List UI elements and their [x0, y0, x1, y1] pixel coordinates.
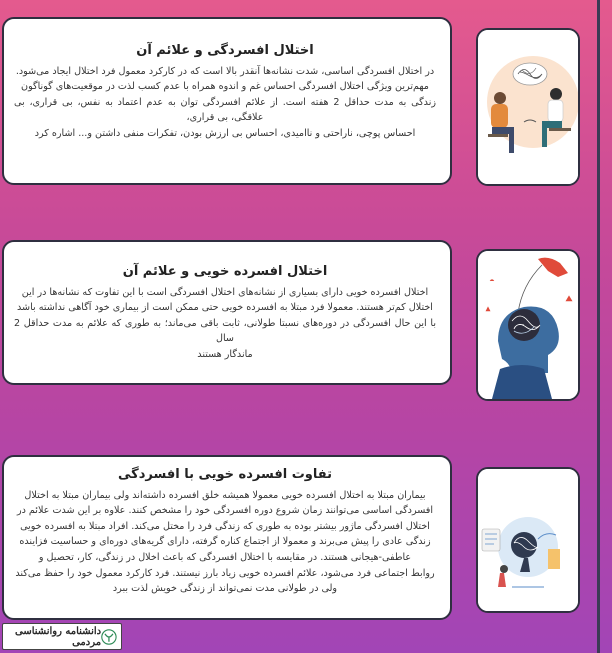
section-title: تفاوت افسرده خویی با افسردگی: [118, 467, 332, 482]
section-line: ماندگار هستند: [197, 349, 253, 361]
brand-logo-text: دانشنامه روانشناسی مردمی: [15, 625, 102, 648]
section-line: با این حال افسردگی در دوره‌های نسبتا طولانی، ثابت باقی می‌ماند؛ به طوری که علائم به مدت حداقل 2 سال: [14, 317, 436, 345]
section-line: زندگی عادی را پیش می‌برند و معمولا از اجتماع کناره گرفته، دارای گریه‌های دوره‌ای و حساسیت فزاینده: [19, 536, 431, 548]
section-body: [14, 488, 436, 597]
therapy-session-illustration: [478, 30, 578, 184]
section-line: در اختلال افسردگی اساسی، شدت نشانه‌ها آنقدر بالا است که در کارکرد معمول فرد اختلال ایجاد می‌شود.: [15, 65, 435, 77]
section-line: بیماران مبتلا به اختلال افسرده خویی معمولا همیشه خلق افسرده داشته‌اند ولی بیماران مبتلا به اختلال: [24, 489, 426, 501]
section-card-depression: [2, 17, 452, 185]
section-line: اختلال کم‌تر هستند. معمولا فرد مبتلا به افسرده خویی حتی ممکن است از بیماری خود آگاهی نداشته باشد: [17, 302, 433, 314]
section-body: [14, 64, 436, 142]
brand-logo[interactable]: [2, 623, 122, 650]
section-line: ولی در طولانی مدت نمی‌تواند از زندگی خویش لذت ببرد: [112, 583, 338, 595]
tangled-mind-illustration: [478, 251, 578, 399]
tangled-thoughts-illustration: [478, 469, 578, 611]
section-line: مهم‌ترین ویژگی اختلال افسردگی احساس غم و اندوه همراه با عدم کسب لذت در موقعیت‌های گوناگون: [21, 81, 429, 93]
section-line: اختلال افسرده خویی دارای بسیاری از نشانه‌های اختلال افسردگی است با این تفاوت که نشانه‌ها در این: [21, 286, 429, 298]
section-title: اختلال افسرده خویی و علائم آن: [122, 264, 328, 279]
section-line: احساس پوچی، ناراحتی و ناامیدی، احساس بی ارزش بودن، تفکرات منفی داشتن و... اشاره کرد: [34, 128, 416, 140]
therapy-session-illustration-card: [476, 28, 580, 186]
tangled-thoughts-illustration-card: [476, 467, 580, 613]
section-card-difference: [2, 455, 452, 620]
section-line: روابط اجتماعی فرد می‌شود، علائم افسرده خویی زیاد بارز نیستند. فرد کارکرد معمول خود را حفظ می‌کند: [15, 567, 435, 579]
section-title: اختلال افسردگی و علائم آن: [136, 43, 314, 58]
section-line: زندگی به مدت حداقل 2 هفته است. از علائم افسردگی توان به عدم اعتماد به نفس، بی قراری، بی علاقگی، بی قراری،: [14, 96, 437, 124]
section-line: افسردگی اساسی می‌توانند زمان شروع دوره افسردگی خود را مشخص کنند. علاوه بر این شدت علائم در: [16, 505, 434, 517]
tangled-mind-illustration-card: [476, 249, 580, 401]
section-body: [14, 285, 436, 363]
section-line: اختلال افسردگی ماژور بیشتر بوده به طوری که زندگی فرد را مختل می‌کند. افراد مبتلا به افسرده خویی: [20, 520, 430, 532]
brand-logo-icon: [101, 627, 117, 647]
section-card-dysthymia: [2, 240, 452, 385]
section-line: عاطفی-هیجانی هستند. در مقایسه با اختلال افسردگی که باعث اخلال در زندگی، کار، تحصیل و: [38, 552, 412, 564]
decorative-vertical-line: [597, 0, 600, 653]
